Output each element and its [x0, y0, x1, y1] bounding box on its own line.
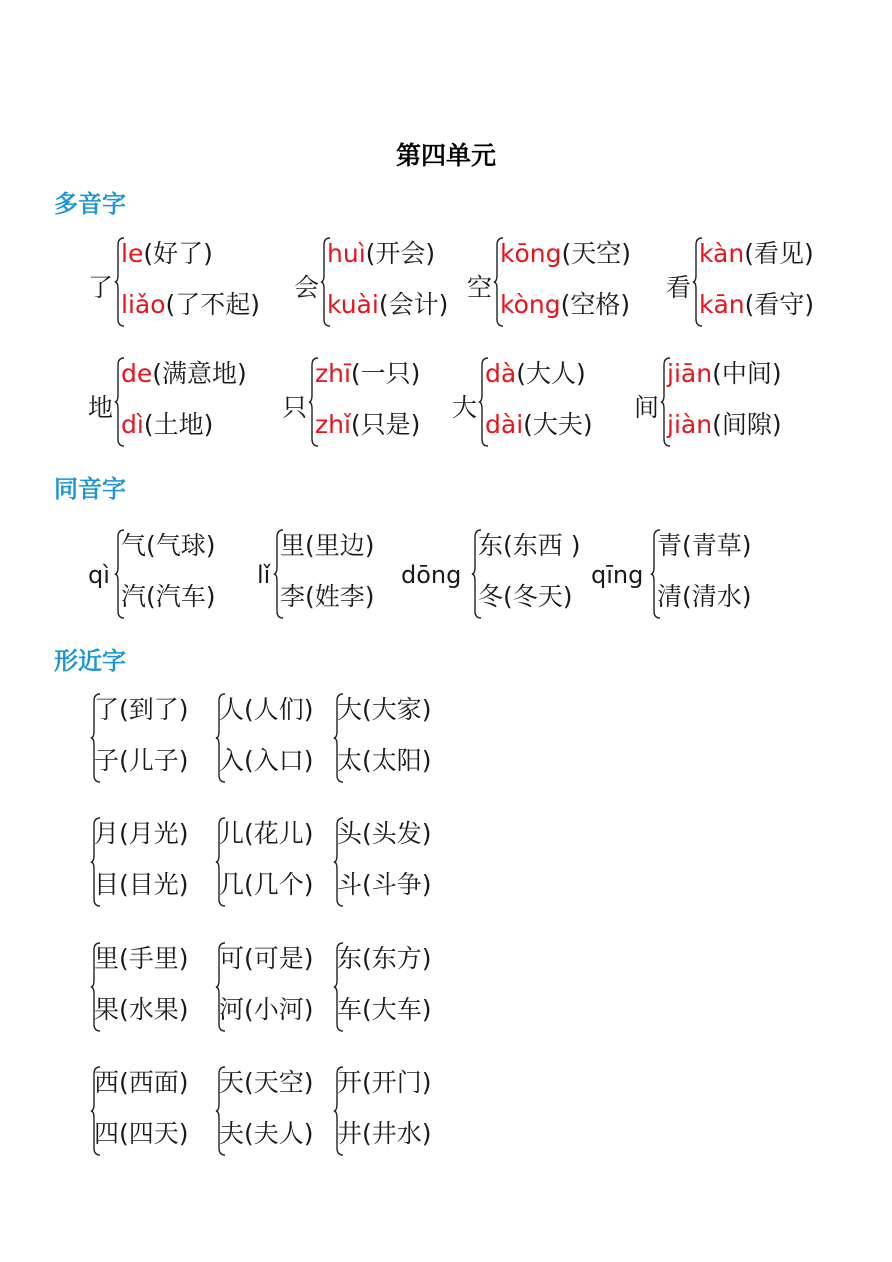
- similar-word: 几(几个): [219, 870, 314, 899]
- similar-word: 河(小河): [219, 995, 314, 1024]
- pinyin-text: liǎo: [121, 290, 166, 319]
- similar-word: 井(井水): [337, 1119, 432, 1148]
- pinyin-text: jiān: [667, 359, 713, 388]
- reading-line: [121, 290, 260, 320]
- example-text: (大人): [516, 359, 586, 388]
- polyphonic-char: 了: [88, 273, 114, 302]
- example-text: (好了): [143, 239, 213, 268]
- similar-word: 头(头发): [337, 819, 432, 848]
- polyphonic-char: 地: [88, 393, 114, 422]
- reading-line: [667, 410, 782, 440]
- reading-line: [667, 359, 782, 389]
- homophone-word: 李(姓李): [280, 582, 375, 611]
- example-text: (空格): [560, 290, 631, 319]
- polyphonic-char: 会: [294, 273, 320, 302]
- similar-word: 子(儿子): [94, 746, 189, 775]
- reading-line: [500, 290, 630, 320]
- pinyin-text: dà: [485, 359, 517, 388]
- reading-line: [327, 239, 435, 269]
- example-text: (看见): [744, 239, 814, 268]
- reading-line: [121, 410, 213, 440]
- pinyin-text: dì: [121, 410, 144, 439]
- similar-word: 了(到了): [94, 695, 189, 724]
- example-text: (大夫): [523, 410, 593, 439]
- reading-line: [315, 410, 420, 440]
- polyphonic-char: 间: [634, 393, 660, 422]
- reading-line: [500, 239, 631, 269]
- pinyin-text: kōng: [500, 239, 562, 268]
- example-text: (一只): [350, 359, 421, 388]
- reading-line: [699, 239, 814, 269]
- pinyin-text: dài: [485, 410, 524, 439]
- similar-word: 大(大家): [337, 695, 432, 724]
- pinyin-text: kān: [699, 290, 745, 319]
- example-text: (会计): [378, 290, 449, 319]
- homophone-pinyin: dōng: [401, 561, 462, 589]
- similar-word: 月(月光): [94, 819, 189, 848]
- example-text: (间隙): [712, 410, 782, 439]
- pinyin-text: kàn: [699, 239, 745, 268]
- section-heading-homophone: 同音字: [54, 475, 126, 503]
- page-title: 第四单元: [395, 141, 496, 170]
- pinyin-text: de: [121, 359, 153, 388]
- homophone-word: 冬(冬天): [478, 582, 573, 611]
- reading-line: [121, 359, 247, 389]
- pinyin-text: jiàn: [667, 410, 713, 439]
- similar-word: 入(入口): [219, 746, 314, 775]
- similar-word: 夫(夫人): [219, 1119, 314, 1148]
- homophone-pinyin: qì: [88, 561, 110, 589]
- homophone-word: 气(气球): [121, 531, 216, 560]
- section-heading-polyphonic: 多音字: [54, 190, 126, 218]
- similar-word: 开(开门): [337, 1068, 432, 1097]
- homophone-word: 东(东西 ): [478, 531, 581, 560]
- example-text: (中间): [712, 359, 782, 388]
- example-text: (开会): [365, 239, 436, 268]
- pinyin-text: kuài: [327, 290, 379, 319]
- homophone-word: 清(清水): [657, 582, 752, 611]
- polyphonic-char: 只: [282, 393, 308, 422]
- example-text: (看守): [744, 290, 815, 319]
- similar-word: 人(人们): [219, 695, 314, 724]
- similar-word: 里(手里): [94, 944, 189, 973]
- similar-word: 四(四天): [94, 1119, 189, 1148]
- section-heading-similar: 形近字: [54, 647, 126, 675]
- pinyin-text: zhǐ: [315, 410, 351, 439]
- reading-line: [485, 410, 593, 440]
- reading-line: [327, 290, 448, 320]
- pinyin-text: kòng: [500, 290, 561, 319]
- homophone-pinyin: lǐ: [257, 561, 271, 589]
- homophone-word: 青(青草): [657, 531, 752, 560]
- similar-word: 太(太阳): [337, 746, 432, 775]
- similar-word: 目(目光): [94, 870, 189, 899]
- similar-word: 西(西面): [94, 1068, 189, 1097]
- reading-line: [699, 290, 814, 320]
- pinyin-text: huì: [327, 239, 366, 268]
- similar-word: 斗(斗争): [337, 870, 432, 899]
- example-text: (满意地): [152, 359, 247, 388]
- similar-word: 儿(花儿): [219, 819, 314, 848]
- polyphonic-char: 看: [666, 273, 692, 302]
- similar-word: 天(天空): [219, 1068, 314, 1097]
- similar-word: 车(大车): [337, 995, 432, 1024]
- pinyin-text: zhī: [315, 359, 351, 388]
- reading-line: [121, 239, 213, 269]
- homophone-pinyin: qīng: [591, 561, 644, 589]
- polyphonic-char: 空: [467, 273, 493, 302]
- pinyin-text: le: [121, 239, 144, 268]
- example-text: (了不起): [165, 290, 261, 319]
- example-text: (土地): [143, 410, 214, 439]
- reading-line: [485, 359, 586, 389]
- similar-word: 可(可是): [219, 944, 314, 973]
- reading-line: [315, 359, 420, 389]
- example-text: (只是): [350, 410, 421, 439]
- polyphonic-char: 大: [452, 393, 478, 422]
- similar-word: 东(东方): [337, 944, 432, 973]
- similar-word: 果(水果): [94, 995, 189, 1024]
- homophone-word: 里(里边): [280, 531, 375, 560]
- example-text: (天空): [561, 239, 632, 268]
- homophone-word: 汽(汽车): [121, 582, 216, 611]
